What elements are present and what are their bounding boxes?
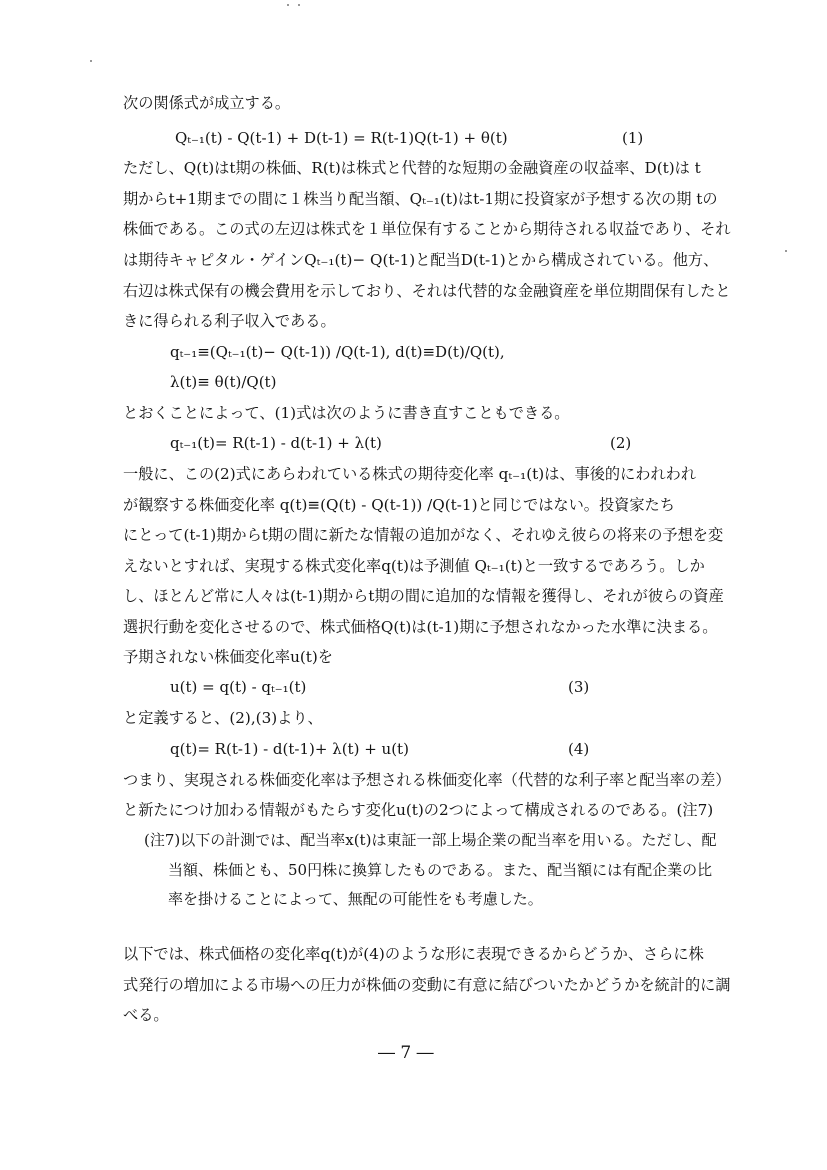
intro-line: 次の関係式が成立する。 [123, 94, 291, 112]
text-line: えないとすれば、実現する株式変化率q(t)は予測値 Qₜ₋₁(t)と一致するであろう。しか [123, 557, 705, 575]
definition-line-2: λ(t)≡ θ(t)/Q(t) [170, 373, 277, 391]
text-line: は期待キャピタル・ゲインQₜ₋₁(t)− Q(t-1)と配当D(t-1)とから構成されている。他方、 [123, 251, 719, 269]
define-line: と定義すると、(2),(3)より、 [123, 709, 323, 727]
text-line: べる。 [123, 1006, 169, 1024]
scan-speck [90, 60, 92, 62]
scan-speck [298, 4, 300, 6]
footnote-line: 当額、株価とも、50円株に換算したものである。また、配当額には有配企業の比 [168, 861, 713, 879]
text-line: が観察する株価変化率 q(t)≡(Q(t) ‐ Q(t-1)) /Q(t-1)と同じではない。投資家たち [123, 496, 675, 514]
equation-4-number: (4) [568, 740, 590, 758]
equation-2-number: (2) [610, 434, 632, 452]
page-number: ― 7 ― [378, 1043, 434, 1063]
definition-line-1: qₜ₋₁≡(Qₜ₋₁(t)− Q(t-1)) /Q(t-1), d(t)≡D(t)/Q(t), [170, 343, 505, 361]
text-line: きに得られる利子収入である。 [123, 312, 336, 330]
equation-2: qₜ₋₁(t)= R(t-1) ‐ d(t-1) + λ(t) [170, 434, 382, 452]
text-line: 株価である。この式の左辺は株式を１単位保有することから期待される収益であり、それ [123, 220, 731, 238]
equation-4: q(t)= R(t-1) ‐ d(t-1)+ λ(t) + u(t) [170, 740, 409, 758]
text-line: 期からt+1期までの間に１株当り配当額、Qₜ₋₁(t)はt-1期に投資家が予想する次の期 tの [123, 190, 718, 208]
equation-3: u(t) = q(t) ‐ qₜ₋₁(t) [170, 678, 307, 696]
text-line: 一般に、この(2)式にあらわれている株式の期待変化率 qₜ₋₁(t)は、事後的にわれわれ [123, 465, 697, 483]
text-line: し、ほとんど常に人々は(t-1)期からt期の間に追加的な情報を獲得し、それが彼らの資産 [123, 587, 724, 605]
footnote-line: (注7)以下の計測では、配当率x(t)は東証一部上場企業の配当率を用いる。ただし、配 [144, 831, 717, 849]
text-line: 予期されない株価変化率u(t)を [123, 648, 333, 666]
equation-3-number: (3) [568, 678, 590, 696]
text-line: 選択行動を変化させるので、株式価格Q(t)は(t-1)期に予想されなかった水準に決まる。 [123, 618, 718, 636]
text-line: 以下では、株式価格の変化率q(t)が(4)のような形に表現できるからどうか、さらに株 [123, 945, 704, 963]
text-line: 式発行の増加による市場への圧力が株価の変動に有意に結びついたかどうかを統計的に調 [123, 976, 731, 994]
text-line: と新たにつけ加わる情報がもたらす変化u(t)の2つによって構成されるのである。(注7) [123, 801, 714, 819]
equation-1: Qₜ₋₁(t) ‐ Q(t-1) + D(t-1) = R(t-1)Q(t-1) + θ(t) [175, 129, 508, 147]
text-line: にとって(t-1)期からt期の間に新たな情報の追加がなく、それゆえ彼らの将来の予想を変 [123, 526, 724, 544]
footnote-line: 率を掛けることによって、無配の可能性をも考慮した。 [168, 890, 543, 908]
equation-1-number: (1) [622, 129, 644, 147]
text-line: つまり、実現される株価変化率は予想される株価変化率（代替的な利子率と配当率の差） [123, 771, 731, 789]
text-line: ただし、Q(t)はt期の株価、R(t)は株式と代替的な短期の金融資産の収益率、D(t)は t [123, 159, 701, 177]
scan-speck [287, 4, 289, 6]
scan-speck [785, 250, 787, 252]
transition-line: とおくことによって、(1)式は次のように書き直すこともできる。 [123, 404, 570, 422]
text-line: 右辺は株式保有の機会費用を示しており、それは代替的な金融資産を単位期間保有したと [123, 282, 731, 300]
